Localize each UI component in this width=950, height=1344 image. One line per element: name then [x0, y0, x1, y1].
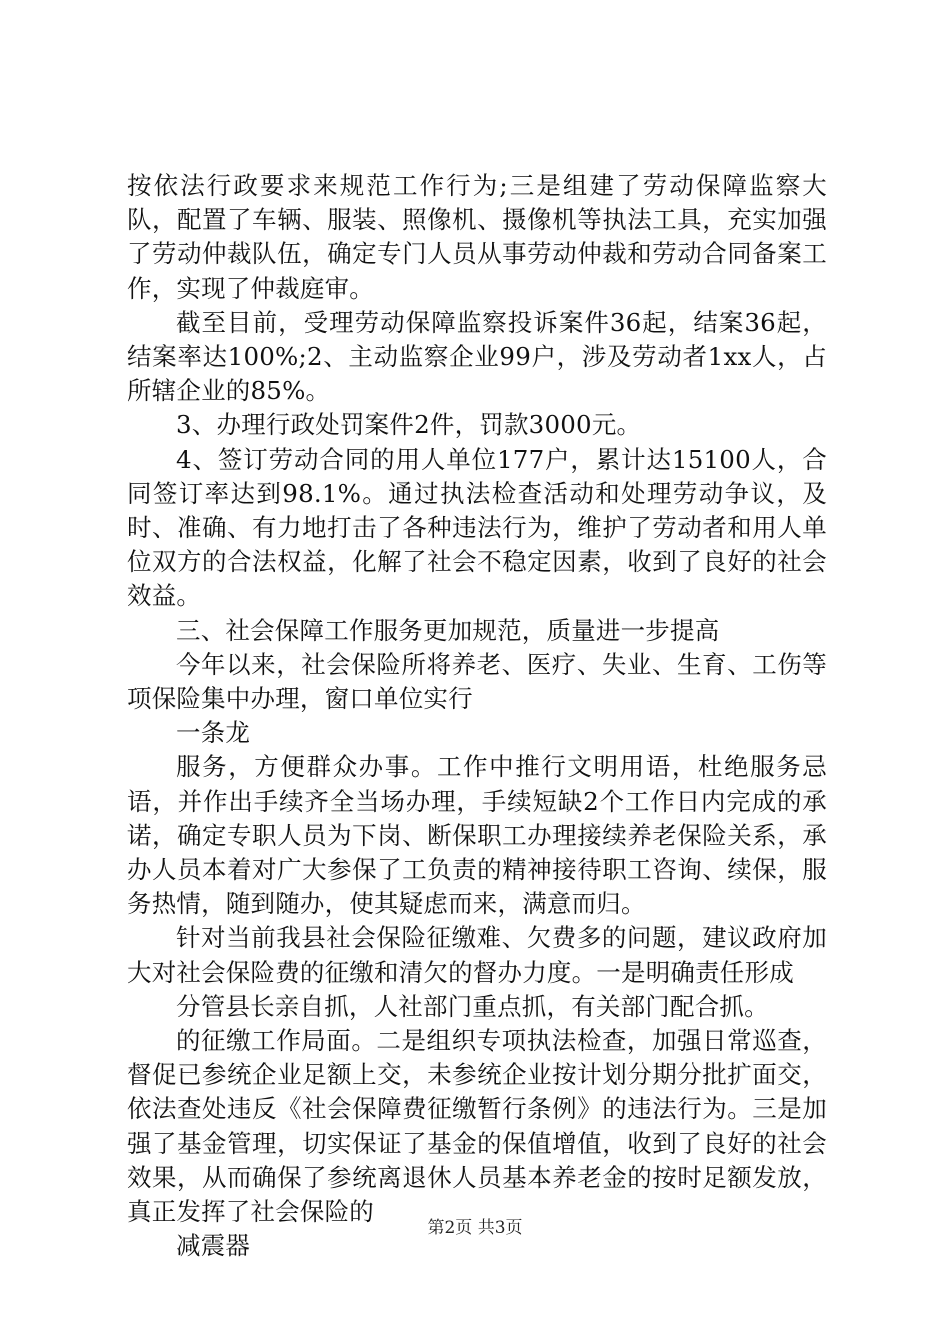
paragraph-10: 分管县长亲自抓，人社部门重点抓，有关部门配合抓。: [176, 991, 769, 1021]
paragraph-6: 今年以来，社会保险所将养老、医疗、失业、生育、工伤等项保险集中办理，窗口单位实行: [127, 649, 827, 714]
paragraph-4: 4、签订劳动合同的用人单位177户，累计达15100人，合同签订率达到98.1%。通过执法检查活动和处理劳动争议，及时、准确、有力地打击了各种违法行为，维护了劳动者和用人单位双方的合法权益，化解了社会不稳定因素，收到了良好的社会效益。: [127, 444, 827, 611]
paragraph-2: 截至目前，受理劳动保障监察投诉案件36起，结案36起，结案率达100%;2、主动监察企业99户，涉及劳动者1xx人，占所辖企业的85%。: [127, 307, 827, 406]
paragraph-1: 按依法行政要求来规范工作行为;三是组建了劳动保障监察大队，配置了车辆、服装、照像机、摄像机等执法工具，充实加强了劳动仲裁队伍，确定专门人员从事劳动仲裁和劳动合同备案工作，实现了仲裁庭审。: [127, 171, 827, 303]
section-heading-3: 三、社会保障工作服务更加规范，质量进一步提高: [176, 615, 720, 645]
paragraph-12: 减震器: [176, 1231, 251, 1261]
document-body: [127, 169, 827, 1264]
paragraph-9: 针对当前我县社会保险征缴难、欠费多的问题，建议政府加大对社会保险费的征缴和清欠的督办力度。一是明确责任形成: [127, 923, 827, 987]
paragraph-7: 一条龙: [176, 718, 251, 748]
paragraph-3: 3、办理行政处罚案件2件，罚款3000元。: [176, 410, 642, 440]
page-number-footer: 第2页 共3页: [427, 1218, 523, 1238]
paragraph-11: 的征缴工作局面。二是组织专项执法检查，加强日常巡查，督促已参统企业足额上交，未参统企业按计划分期分批扩面交，依法查处违反《社会保障费征缴暂行条例》的违法行为。三是加强了基金管理，切实保证了基金的保值增值，收到了良好的社会效果，从而确保了参统离退休人员基本养老金的按时足额发放，真正发挥了社会保险的: [127, 1026, 827, 1227]
paragraph-8: 服务，方便群众办事。工作中推行文明用语，杜绝服务忌语，并作出手续齐全当场办理，手续短缺2个工作日内完成的承诺，确定专职人员为下岗、断保职工办理接续养老保险关系，承办人员本着对广大参保了工负责的精神接待职工咨询、续保，服务热情，随到随办，使其疑虑而来，满意而归。: [127, 752, 827, 919]
